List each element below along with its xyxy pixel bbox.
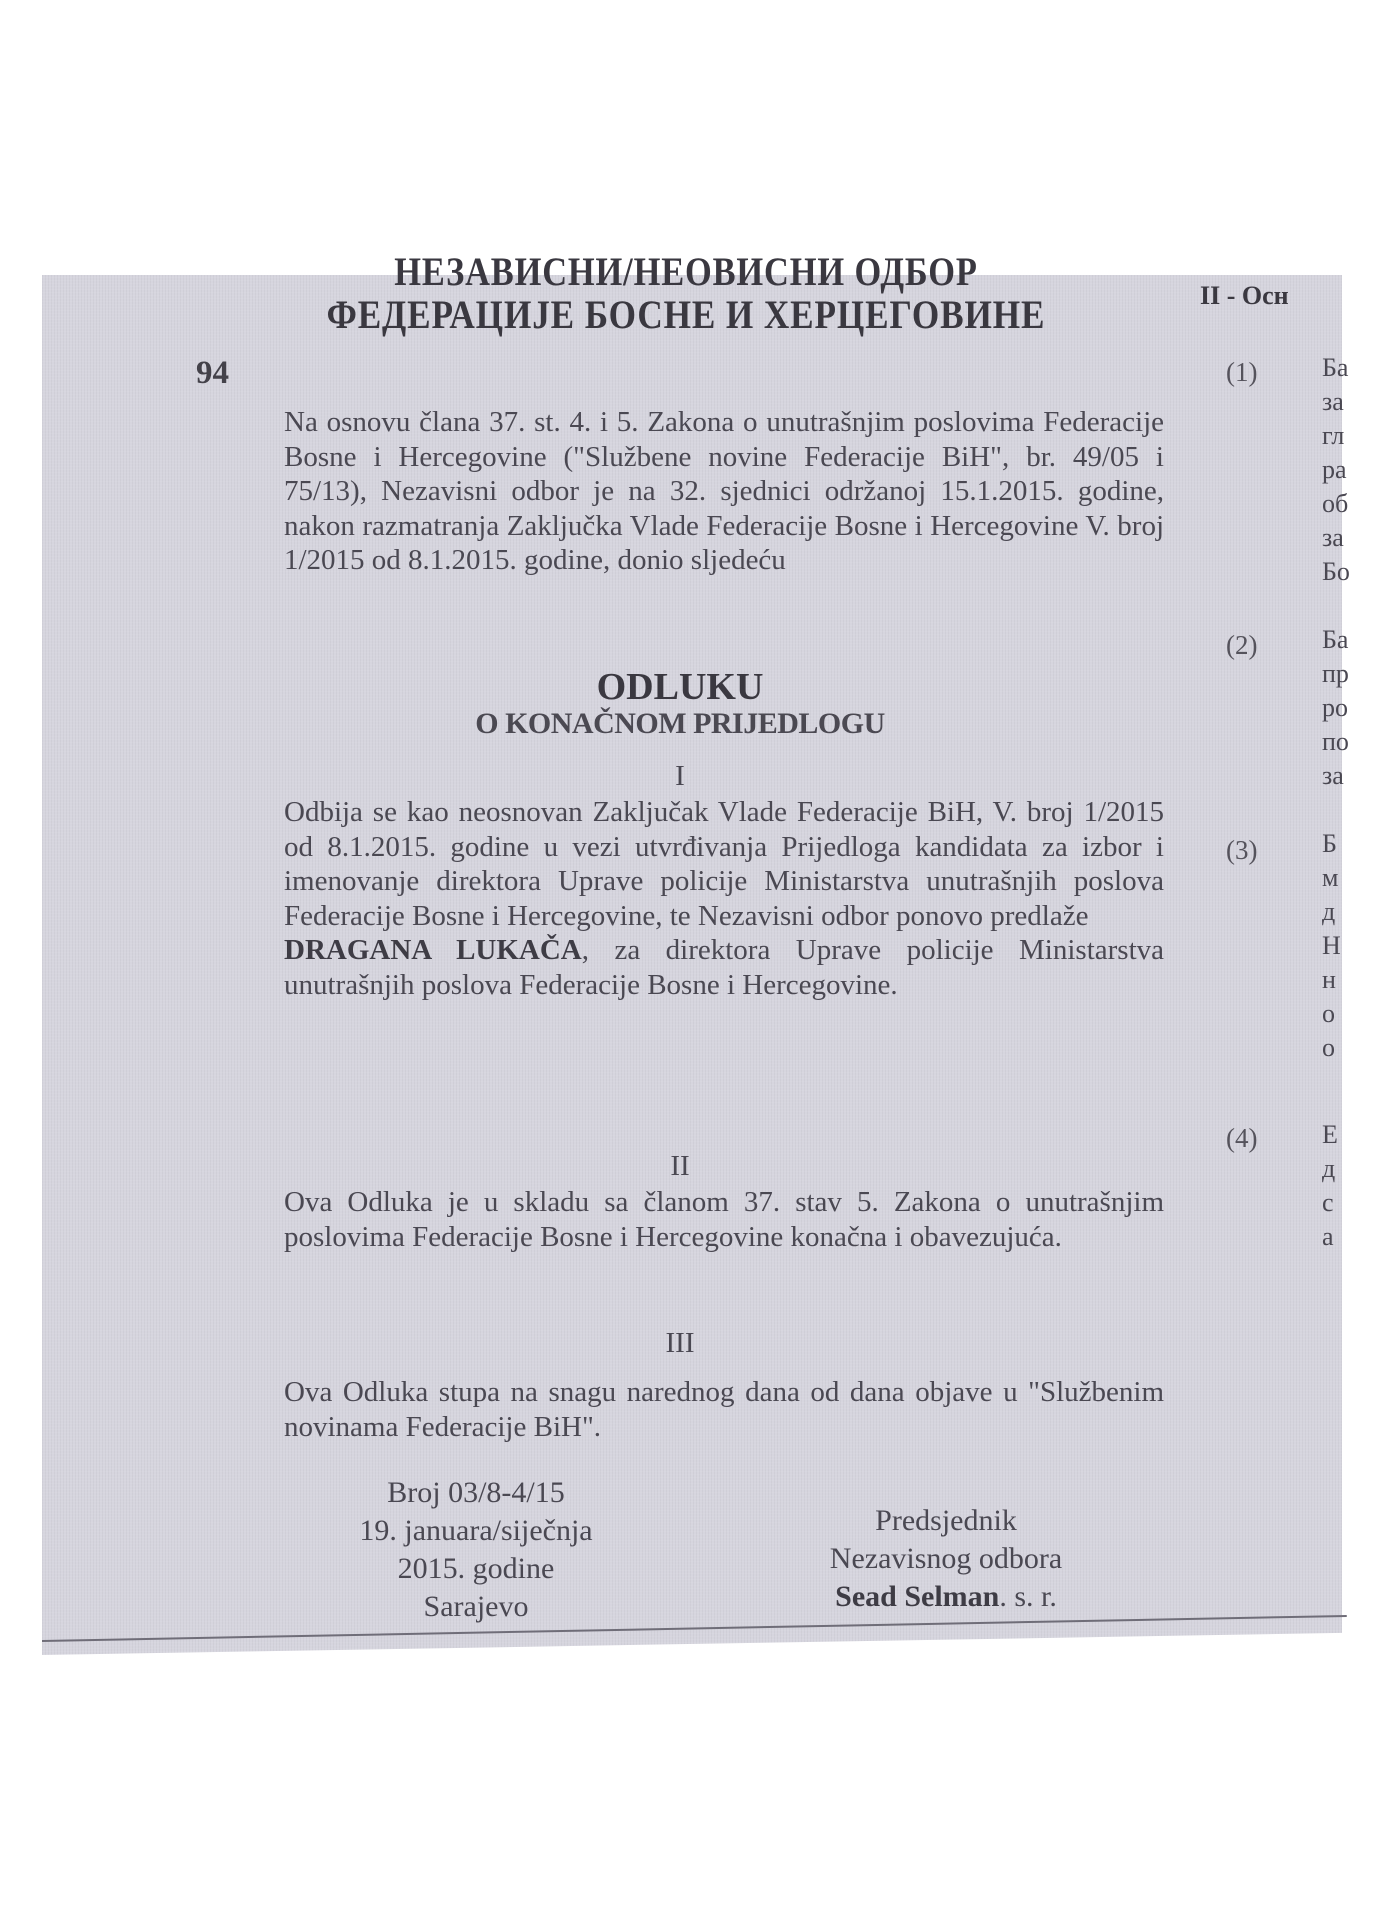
- adjacent-text-fragment: с: [1322, 1188, 1334, 1217]
- adjacent-text-fragment: за: [1322, 387, 1344, 416]
- signer-body: Nezavisnog odbora: [829, 1542, 1063, 1575]
- adjacent-text-fragment: ро: [1322, 693, 1348, 722]
- section-1: [196, 795, 1164, 1002]
- signer-suffix: . s. r.: [999, 1580, 1057, 1613]
- adjacent-text-fragment: Е: [1322, 1120, 1338, 1149]
- adjacent-text-fragment: а: [1322, 1222, 1334, 1251]
- item-number: 94: [196, 355, 229, 391]
- decision-title: ODLUKU: [596, 666, 764, 708]
- adjacent-text-fragment: Н: [1322, 931, 1341, 960]
- adjacent-text-fragment: за: [1322, 761, 1344, 790]
- adjacent-text-fragment: о: [1322, 1033, 1335, 1062]
- paragraph-marker-1: (1): [1226, 357, 1258, 387]
- adjacent-text-fragment: Ба: [1322, 353, 1349, 382]
- adjacent-text-fragment: Б: [1322, 829, 1337, 858]
- decision-subtitle: O KONAČNOM PRIJEDLOGU: [475, 707, 885, 740]
- document-number: Broj 03/8-4/15: [387, 1476, 565, 1509]
- section-2: [196, 1185, 1164, 1254]
- adjacent-text-fragment: по: [1322, 727, 1349, 756]
- paragraph-marker-4: (4): [1226, 1123, 1258, 1153]
- document-place: Sarajevo: [423, 1590, 529, 1623]
- nominee-name: DRAGANA LUKAČA: [284, 934, 582, 966]
- signature-block-left: [326, 1474, 626, 1626]
- adjacent-text-fragment: об: [1322, 489, 1349, 518]
- paragraph-marker-2: (2): [1226, 630, 1258, 660]
- section-1-text: Odbija se kao neosnovan Zaključak Vlade Federacije BiH, V. broj 1/2015 od 8.1.2015. godine u vezi utvrđivanja Prijedloga kandidata za izbor i imenovanje direktora Uprave policije Ministarstva unutrašnjih poslova Federacije Bosne i Hercegovine, te Nezavisni odbor ponovo predlaže: [284, 796, 1164, 932]
- adjacent-text-fragment: за: [1322, 523, 1344, 552]
- adjacent-text-fragment: Бо: [1322, 557, 1350, 586]
- preamble: [196, 405, 1164, 578]
- section-2-text: Ova Odluka je u skladu sa članom 37. stav 5. Zakona o unutrašnjim poslovima Federacije Bosne i Hercegovine konačna i obavezujuća.: [284, 1186, 1164, 1253]
- adjacent-text-fragment: пр: [1322, 659, 1349, 688]
- preamble-text: Na osnovu člana 37. st. 4. i 5. Zakona o unutrašnjim poslovima Federacije Bosne i Hercegovine ("Službene novine Federacije BiH", br. 49/05 i 75/13), Nezavisni odbor je na 32. sjednici održanoj 15.1.2015. godine, nakon razmatranja Zaključka Vlade Federacije Bosne i Hercegovine V. broj 1/2015 od 8.1.2015. godine, donio sljedeću: [284, 406, 1164, 576]
- section-numeral-2: II: [670, 1150, 690, 1182]
- signer: [756, 1578, 1136, 1616]
- adjacent-column-cropped: [1190, 275, 1350, 1575]
- signer-name: Sead Selman: [835, 1580, 1000, 1613]
- header-line-1: НЕЗАВИСНИ/НЕОВИСНИ ОДБОР: [394, 249, 978, 294]
- adjacent-header: II - Осн: [1200, 281, 1289, 310]
- adjacent-text-fragment: Ба: [1322, 625, 1349, 654]
- document-date: 19. januara/siječnja: [359, 1514, 593, 1547]
- adjacent-text-fragment: ра: [1322, 455, 1347, 484]
- adjacent-text-fragment: д: [1322, 1154, 1336, 1183]
- adjacent-text-fragment: гл: [1322, 421, 1345, 450]
- adjacent-text-fragment: м: [1322, 863, 1339, 892]
- signature-block-right: [756, 1502, 1136, 1616]
- section-numeral-3: III: [665, 1327, 695, 1359]
- signer-role: Predsjednik: [875, 1504, 1017, 1537]
- adjacent-text-fragment: н: [1322, 965, 1336, 994]
- section-3-text: Ova Odluka stupa na snagu narednog dana od dana objave u "Službenim novinama Federacije BiH".: [284, 1376, 1164, 1443]
- adjacent-text-fragment: д: [1322, 897, 1336, 926]
- section-numeral-1: I: [675, 760, 685, 792]
- section-3: [196, 1375, 1164, 1444]
- document-year: 2015. godine: [397, 1552, 555, 1585]
- header-line-2: ФЕДЕРАЦИЈЕ БОСНЕ И ХЕРЦЕГОВИНЕ: [326, 292, 1046, 337]
- adjacent-text-fragment: о: [1322, 999, 1335, 1028]
- nominee-position: , za direktora Uprave policije Ministarstva unutrašnjih poslova Federacije Bosne i Hercegovine.: [284, 934, 1164, 1001]
- section-1-nomination: [196, 933, 1164, 1002]
- paragraph-marker-3: (3): [1226, 835, 1258, 865]
